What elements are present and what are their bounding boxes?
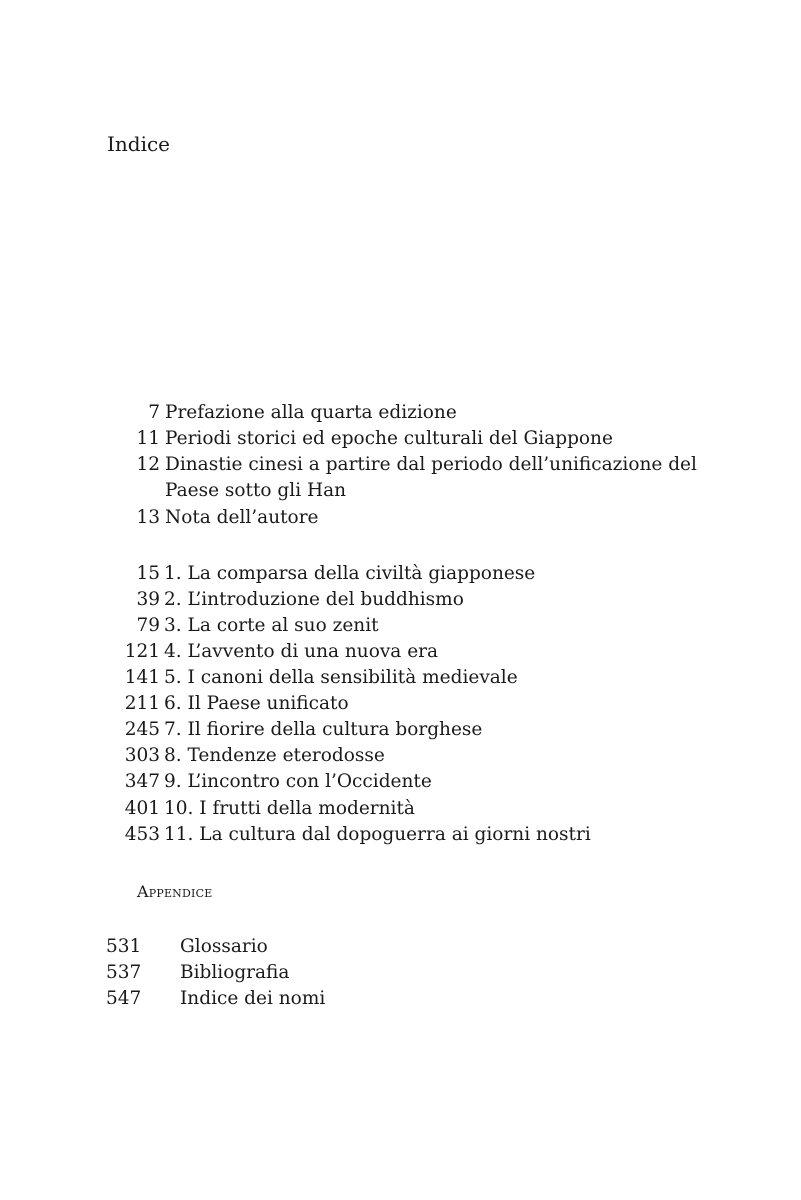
toc-page-number: 12 bbox=[136, 454, 160, 475]
toc-page-number: 537 bbox=[106, 962, 142, 983]
toc-chapter bbox=[100, 796, 720, 822]
toc-entry bbox=[100, 400, 720, 426]
toc-entry-title: Periodi storici ed epoche culturali del Giappone bbox=[165, 428, 613, 449]
toc-page-number: 531 bbox=[106, 936, 142, 957]
toc-chapter bbox=[100, 743, 720, 769]
toc-chapter bbox=[100, 613, 720, 639]
toc-page-number: 13 bbox=[136, 507, 160, 528]
toc-page-number: 7 bbox=[148, 402, 160, 423]
toc-chapter-title: 4. L’avvento di una nuova era bbox=[164, 641, 439, 662]
toc-appendix-entry bbox=[100, 986, 720, 1012]
toc-chapter-title: 11. La cultura dal dopoguerra ai giorni nostri bbox=[164, 824, 591, 845]
toc-chapter bbox=[100, 639, 720, 665]
toc-appendix-title: Glossario bbox=[180, 936, 268, 957]
toc-chapter bbox=[100, 691, 720, 717]
toc-page-number: 453 bbox=[124, 824, 160, 845]
toc-entry-title: Prefazione alla quarta edizione bbox=[165, 402, 457, 423]
toc-chapter bbox=[100, 665, 720, 691]
toc-page-number: 401 bbox=[124, 798, 160, 819]
toc-chapter-title: 7. Il fiorire della cultura borghese bbox=[164, 719, 483, 740]
toc-entry-title: Nota dell’autore bbox=[165, 507, 319, 528]
toc-appendix-title: Bibliografia bbox=[180, 962, 290, 983]
toc-page-number: 39 bbox=[136, 589, 160, 610]
toc-chapter-title: 9. L’incontro con l’Occidente bbox=[164, 771, 432, 792]
toc-appendix-entry bbox=[100, 960, 720, 986]
toc-chapter-title: 5. I canoni della sensibilità medievale bbox=[164, 667, 518, 688]
toc-chapter bbox=[100, 822, 720, 848]
toc-chapter-title: 10. I frutti della modernità bbox=[164, 798, 415, 819]
toc-page-number: 245 bbox=[124, 719, 160, 740]
toc-chapter-title: 1. La comparsa della civiltà giapponese bbox=[164, 563, 536, 584]
toc-page-number: 15 bbox=[136, 563, 160, 584]
toc-page-number: 347 bbox=[124, 771, 160, 792]
toc-page-number: 211 bbox=[124, 693, 160, 714]
toc-page-number: 11 bbox=[136, 428, 160, 449]
toc-page-number: 141 bbox=[124, 667, 160, 688]
page-title: Indice bbox=[107, 132, 171, 156]
toc-appendix-entry bbox=[100, 934, 720, 960]
toc-page-number: 121 bbox=[124, 641, 160, 662]
toc-chapter bbox=[100, 561, 720, 587]
toc-entry bbox=[100, 452, 720, 478]
toc-chapter bbox=[100, 769, 720, 795]
toc-entry-continuation: Paese sotto gli Han bbox=[165, 480, 347, 501]
toc-chapter-title: 2. L’introduzione del buddhismo bbox=[164, 589, 464, 610]
toc-page-number: 303 bbox=[124, 745, 160, 766]
toc-appendix-title: Indice dei nomi bbox=[180, 988, 326, 1009]
toc-chapter-title: 8. Tendenze eterodosse bbox=[164, 745, 385, 766]
toc-entry bbox=[100, 426, 720, 452]
toc-chapter bbox=[100, 717, 720, 743]
toc-chapter-title: 3. La corte al suo zenit bbox=[164, 615, 379, 636]
toc-chapter bbox=[100, 587, 720, 613]
toc-page-number: 547 bbox=[106, 988, 142, 1009]
toc-page-number: 79 bbox=[136, 615, 160, 636]
toc-chapter-title: 6. Il Paese unificato bbox=[164, 693, 349, 714]
appendix-heading: Appendice bbox=[137, 882, 213, 901]
toc-entry-title: Dinastie cinesi a partire dal periodo dell’unificazione del bbox=[165, 454, 697, 475]
toc-entry bbox=[100, 505, 720, 531]
